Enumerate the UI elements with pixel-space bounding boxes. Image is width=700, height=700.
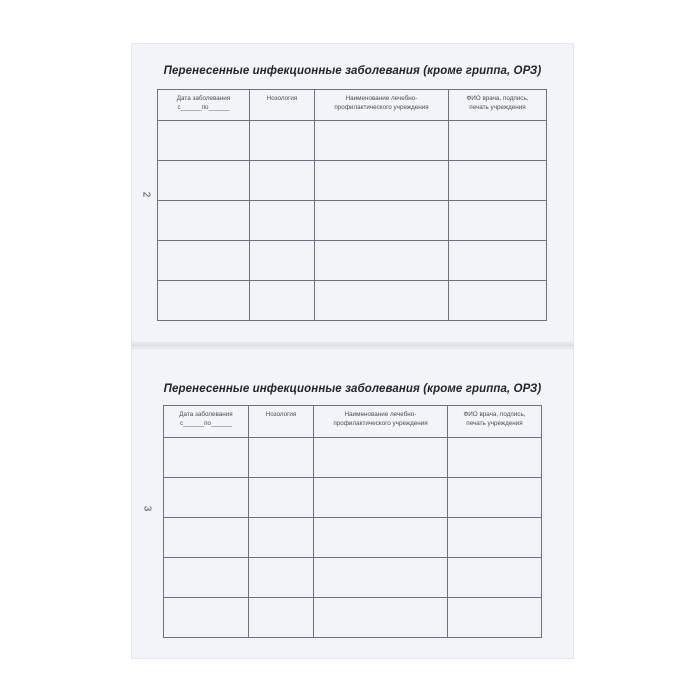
page-title: Перенесенные инфекционные заболевания (кроме гриппа, ОРЗ) bbox=[163, 65, 542, 77]
header-line: Нозология bbox=[265, 411, 297, 418]
empty-cell[interactable] bbox=[315, 161, 449, 201]
empty-cell[interactable] bbox=[250, 241, 315, 281]
header-disease-date bbox=[164, 406, 249, 438]
header-institution bbox=[315, 90, 449, 121]
header-line: Дата заболевания bbox=[179, 411, 233, 418]
empty-cell[interactable] bbox=[314, 598, 448, 638]
header-line: с______по______ bbox=[177, 103, 230, 111]
empty-cell[interactable] bbox=[250, 161, 315, 201]
table-row bbox=[164, 598, 542, 638]
empty-cell[interactable] bbox=[315, 121, 449, 161]
header-institution bbox=[314, 406, 448, 438]
empty-cell[interactable] bbox=[449, 161, 547, 201]
header-line: профилактического учреждения bbox=[333, 419, 428, 427]
header-nosology bbox=[250, 90, 315, 121]
header-doctor-signature bbox=[448, 406, 542, 438]
header-line: ФИО врача, подпись, bbox=[463, 411, 526, 418]
page-title: Перенесенные инфекционные заболевания (кроме гриппа, ОРЗ) bbox=[163, 383, 542, 395]
page-number: 3 bbox=[141, 505, 153, 512]
empty-cell[interactable] bbox=[249, 558, 314, 598]
table-row bbox=[158, 161, 547, 201]
empty-cell[interactable] bbox=[164, 438, 249, 478]
empty-cell[interactable] bbox=[448, 598, 542, 638]
page-3 bbox=[131, 348, 574, 659]
empty-cell[interactable] bbox=[249, 598, 314, 638]
empty-cell[interactable] bbox=[449, 201, 547, 241]
table-header-row bbox=[158, 90, 547, 121]
empty-cell[interactable] bbox=[314, 478, 448, 518]
header-line: с______по______ bbox=[179, 419, 233, 427]
empty-cell[interactable] bbox=[250, 121, 315, 161]
table-row bbox=[164, 558, 542, 598]
table-row bbox=[158, 201, 547, 241]
empty-cell[interactable] bbox=[158, 121, 250, 161]
header-line: Наименование лечебно- bbox=[344, 411, 417, 418]
empty-cell[interactable] bbox=[158, 161, 250, 201]
empty-cell[interactable] bbox=[314, 518, 448, 558]
empty-cell[interactable] bbox=[449, 281, 547, 321]
empty-cell[interactable] bbox=[448, 518, 542, 558]
empty-cell[interactable] bbox=[164, 598, 249, 638]
empty-cell[interactable] bbox=[315, 201, 449, 241]
empty-cell[interactable] bbox=[249, 518, 314, 558]
header-line: Наименование лечебно- bbox=[345, 95, 418, 102]
empty-cell[interactable] bbox=[449, 121, 547, 161]
table-row bbox=[158, 241, 547, 281]
table-row bbox=[158, 281, 547, 321]
infectious-diseases-table bbox=[157, 89, 547, 321]
empty-cell[interactable] bbox=[158, 241, 250, 281]
infectious-diseases-table bbox=[163, 405, 542, 638]
table-row bbox=[164, 478, 542, 518]
empty-cell[interactable] bbox=[315, 241, 449, 281]
empty-cell[interactable] bbox=[449, 241, 547, 281]
header-line: ФИО врача, подпись, bbox=[466, 95, 529, 102]
header-doctor-signature bbox=[449, 90, 547, 121]
header-line: Нозология bbox=[266, 95, 298, 102]
table-header-row bbox=[164, 406, 542, 438]
header-line: Дата заболевания bbox=[176, 95, 231, 102]
empty-cell[interactable] bbox=[249, 478, 314, 518]
header-nosology bbox=[249, 406, 314, 438]
table-row bbox=[164, 518, 542, 558]
page-2 bbox=[131, 43, 574, 343]
empty-cell[interactable] bbox=[158, 201, 250, 241]
empty-cell[interactable] bbox=[164, 518, 249, 558]
table-row bbox=[164, 438, 542, 478]
header-line: печать учреждения bbox=[469, 103, 526, 111]
empty-cell[interactable] bbox=[314, 558, 448, 598]
header-line: печать учреждения bbox=[466, 419, 523, 427]
empty-cell[interactable] bbox=[448, 478, 542, 518]
empty-cell[interactable] bbox=[249, 438, 314, 478]
empty-cell[interactable] bbox=[315, 281, 449, 321]
empty-cell[interactable] bbox=[158, 281, 250, 321]
header-disease-date bbox=[158, 90, 250, 121]
empty-cell[interactable] bbox=[314, 438, 448, 478]
empty-cell[interactable] bbox=[448, 558, 542, 598]
table-row bbox=[158, 121, 547, 161]
page-number: 2 bbox=[140, 191, 152, 198]
empty-cell[interactable] bbox=[448, 438, 542, 478]
empty-cell[interactable] bbox=[250, 281, 315, 321]
empty-cell[interactable] bbox=[250, 201, 315, 241]
empty-cell[interactable] bbox=[164, 478, 249, 518]
header-line: профилактического учреждения bbox=[334, 103, 429, 111]
empty-cell[interactable] bbox=[164, 558, 249, 598]
